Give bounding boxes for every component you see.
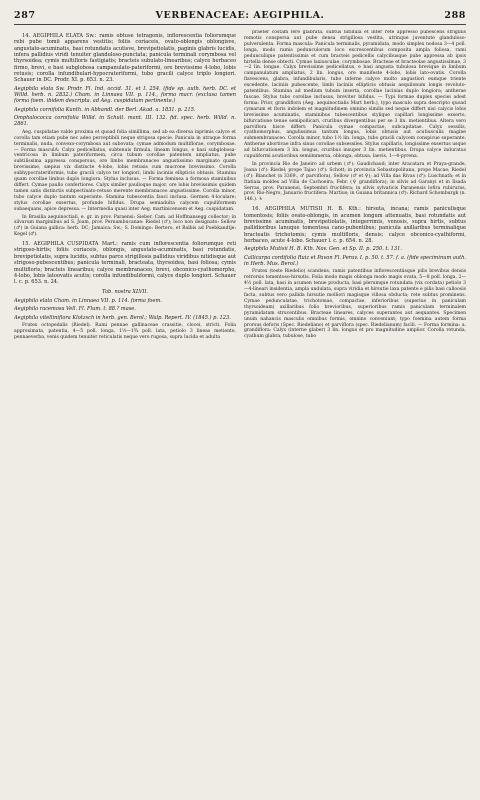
paragraph: Callicarpa cordifolia Ruiz et Pavon Fl. Peruv. I. p. 50. t. 57. f. a. (fide speciminum auth. in Herb. Mus. Berol.) [244, 254, 466, 268]
paragraph: 16. AEGIPHILA MUTISII H. B. Kth.: hirsuta, incana; ramis paniculisque tomentosis; foliis ovato-oblongis, in acumen longum attenuatis, basi rotundatis aut brevissime acuminatis, brevipetiolatis, integerrimis, venosis, supra hirtis, subtus pallidioribus lanuque tomentosa cano-pubentibus; panicula axillaribus terminalique bracteatis trichotomis; cymis multifloris, densis; calyce obconico-cyathiformi, herbaceo, acute 4-lobo. Schauer l. c. p. 654. n. 28. [244, 206, 466, 244]
paragraph: Aegiphila racemosa Vell. Fl. Flum. t. 88.? mase. [14, 306, 136, 313]
paragraph: 15. AEGIPHILA CUSPIDATA Mart.: ramis cum inflorescentia foliorumque reti strigoso-hirtis; foliis coriaceis, oblongis, angustato-acuminatis, basi rotundatis, brevipetiolatis, supra lucidis, subtus parce strigillosis pallidius viridibus nitidisque aut strigoso-pubescentibus; panicula terminali, bracteata, thyrsoidea, basi foliosa; cymis multifloris; bracteis linearibus; calyce membranaceo, brevi, obconico-cyathomorpho, 4-lobo, lobis latoovatis acutis; corolla infundibuliformi, calyce duplo longiori. Schauer l. c. p. 653. n. 24. [14, 241, 236, 286]
paragraph: Omphalococca cornifolia Willd. in Schult. mant. III. 132. fid. spec. herb. Willd. n. 2861. [14, 115, 236, 128]
page-header [14, 10, 466, 24]
paragraph: In Brasilia aequinoctiali, e. gr. in prov. Paraensi: Sieber, Cam. ad Hoffmansegg collector; in silvarum marginibus ad S. Joam, prov. Pernambucanae: Riedel (♂); loco non designato: Sellow (♂) in Guiana gallica: herb. DC; Jamaica: Sw.; S. Domingo: Bertero, et Balbis ad Puebkandtje: Kegel (♂). [14, 214, 236, 238]
paragraph: Aegiphila cornifolia Kunth. in Abhandl. der Berl. Akad. a. 1831. p. 215. [14, 106, 196, 113]
right-column [244, 30, 466, 792]
paragraph: Aegiphila vitelliniflora Klotzsch in herb. gen. Berol.; Walp. Repert. IV. (1845.) p. 123. [14, 314, 231, 321]
header-rule [14, 24, 466, 25]
paragraph: 14. AEGIPHILA ELATA Sw.: ramis obtuse tetragonis, inflorescentia foliorumque rebi pube tomii apparens vestitis; foliis coriaceis, ovato-oblongis oblongisve, angustato-acuminatis, basi rotundatis acutisve, brevipetiolatis, paginis glabris lucidis, infera pallidius viridi tenuiter glanduloso-punctata; panicula terminali corymbosa vel thyrsoidea; cymis multifloris fastigiatis; bracteis subulato-linearibus; calyce herbaceo firmo, brevi, e basi subglobosa campanulato-pateriformi, ore brevissime 4-lobo, lobis retusis; corolla infundibulari-hypocrateriformi, tubo gracili calyce triplo longiori. Schauer in DC. Prodr. XI. p. 653. n. 23. [14, 33, 236, 84]
paragraph: praeter costam fere glabrata, subtus nitidula et inter rete appresso pubescens strigillis remotis conspersa aut pube densa strigillosa vestita, utrinque juventute glanduloso-pulverulenta. Forma mascula: Panicula terminalis, pyramidata, modo simplex nodosa 3—4 poll. longa, modo ramis pedunculorum loco excrescentibus composita ampla foliosa, rami pedunculique patentissimis et cum bracteis pedicellis calycibusque pube appressa ab ipsis hirtella dense obtecti. Cymae laxiusculae, corymbosae. Bracteae et bracteolae angustissimae, 3—2 lin. longae. Calyx brevissime pedicellatus, e basi angusta tubulosa brevique in limbum campanulatum ampliatus, 2 lin. longus, ore manifeste 4-lobo, lobis lato-ovatis. Corolla flavescens, glabra, infundibularis, tubo inferne calyce multo angustiori eumque triente excedente, laciniis pubescente, limbi laciniis ellipticis obtusis aequilonum longis revoluto-patentibus. Stamina ad medium tubum inserta, corollae lacinias duplo longiora; antherae fuscae. Stylus tubo corollae inclusus, breviter bifidus. — Typi formae duplex speciei adest forma: Prior, grandiflora (Aeg. aequinoctialis Mart herb.), typo masculo supra descripto quoad cymarum et floris indolem et magnitudinem omnino similis sed neque differt nisi calycis lobis brevissime acuminatis, staminibus tubescentibus stylique capillari longissime exserto, bifurcatione tenue semipollicari, cruribus divergentibus per se 3 lin. metientibus. Altera vero parviflora hisce differt: Panicula cymae compactae, subcapitatae. Calyx sessilis, cyathomorphus, angulissimus tantum longus, lobis obtusis aut acutiusculis magine submembranaceo. Corolla minor, tubo 1½ lin. longa, tubo gracili calycem conspicue superante. Antherae abortivae infra sinus corollae subsessiles. Stylus capillaris, longissime exsertus usque ad bifurcationem 3 lin. longus, cruribus insuper 3 lin. metientibus. Drupa calyce induratus cupuliformi acutioribus semiimmersa, oblonga, obtusa, laevis, 1—4-pyrena. [244, 30, 466, 160]
paragraph: Aegiphila elata Sw. Prodr. Fl. Ind. occid. 31. et I. 254. (fide sp. auth. herb. DC. et Willd. herb. n. 2832.) Cham. in Linnaea VII. p. 114., forma macr. (exclusa tamen forma foem. ibidem descripta. ad Aeg. cuspidatam pertinente.) [14, 85, 236, 105]
paragraph: Aeg. cuspidatae valde proxima et quoad folia simillima, sed ab ea diversa inprimis calyce et corolla tam etiam pube nec adeo perceptibili neque strigosa specie. Panicula in utraque forma terminalis, nuda, convexo-corymbosa aut subovata; cymae admodum multiflorae, corymbosae. — Forma masculA: Calyx pedicellatus, subtenuis firmula, lineam longus, e basi subglobosa-ventricosa in limbum pateriformem, circa tubum corollae patentem ampliatus, pube subtilissima appressa conspersus, ore limbo membranaceo angustissimo marginato quam brevissime, sæpius vix distincte 4-lobo, lobis retusis cum mucrone brevissimo. Corolla subhypocrateriformis, tubo gracili calyce ter longiori, limbi laciniis ellipticis obtusis. Stamina quam corollae limbus duplo longiora. Stylus inclusus. — Forma feminea a formosa staminibus differt. Cymae paullo confertiores. Calyx similer paulloque major, ore lobis brevissimis quidem tamen satis distinctis subpectinato-retuso merente membranaceo angustissime. Corolla minor, tubo calyce duplo tantum superante. Stamina tubescentia fauci inclusa. Germen 4-loculare; stylus corollae exsertus, profunde bifidus. Drupa semiadulta calycem cupuliformem subaequans, apice depressa. — Intermedia quasi inter Aeg. martinicensem et Aeg. cuspidatam. [14, 129, 236, 212]
page-number-left: 287 [14, 10, 36, 21]
paragraph: Frutex octopedalis (Riedel). Rami pennae gallinaceae crassitie, clocei, stricti. Folia approximata, patentia, 4—5 poll. longa, 1½—1¾ poll. lata, petiolo 3 lineas metiente, pennaeverba, venis quidem tenuiter reticulatis neque vero rugosa, supra lucida et adulta [14, 322, 236, 340]
paragraph: In provincia Rio de Janeiro ad urbem (♂): Gaudichaud; inter Aracatara et Praya-grande, Joana (♂): Riedel; prope Tajao (♂): Schott; in provincia Sebastopolitana, prope Macae; Riedel (♂): Blanchet (n 3369., ♂ parviflora), Sellow (♂ et ♀); ad Villa das Rivas (♂): Luschnath; et in Itatiaia moldes ad Villa de Cachoeira, Febr. (♀ grandiflora); in silvis ad Garanyi et in Ilsada Serras, prov. Paranensi, Septembri fructifera; in silvis sylvaticis Paranensis lofira rubiruras, prov. Rio-Negro, Januario fructifera: Martius; in Guiana britannica (♂): Richard Schomburgk (n. 146.). ♄ [244, 161, 466, 203]
paragraph: Tab. nostra XLVII. [102, 288, 148, 295]
paragraph: Frutex (teste Riedelio) scandens, ramis patentibus inflorescentiisque pilis brevibus densis retrorsis tomentoso-hirsutis. Folia modo magis oblonga modo magis ovata, 5—8 poll. longa, 2—4½ poll. lata, basi in acumen tenue producta, basi plerumque rotundata (vix cordata) petiolo 3—4-lineari insidentia, ampla undulata, supra viridia et hirsutie laxa patente e pilis basi calloosis facta, subtus vero pallida hirsutie molliori magisque villosa obducta; rete subtus prominens. Cymae pedunculatae, trichotomae, compactae, inferioribus (superius in paniculam thyrsoideam) axillaribus folio brevioribus, superioribus ramis paniculam terminalem pyramidatam strucentibus. Bracteae lineares, calyces superantes aut aequantes. Specimen unum nahancis masculis omnibus formis, omnino conveniunt; typo foemina autem forma prorsus deforis (Spec. Riedeliano) et parviflora (spec. Riedelianum) facili. — Forma formina: a. grandiflora: Calyx (interne glaber) 3 lin. longus et pro magnitudine amplior. Corolla rotunda, cyathum glabra, tubulose, tubo [244, 269, 466, 340]
running-title: VERBENACEAE: AEGIPHILA. [155, 10, 325, 21]
page-number-right: 288 [444, 10, 466, 21]
paragraph: Aegiphila Mutisii H. B. Kth. Nov. Gen. et Sp. II. p. 250. t. 131. [244, 246, 402, 253]
left-column [14, 30, 236, 792]
paragraph: Aegiphila elata Cham. in Linnaea VII. p. 114. forma foem. [14, 297, 162, 304]
